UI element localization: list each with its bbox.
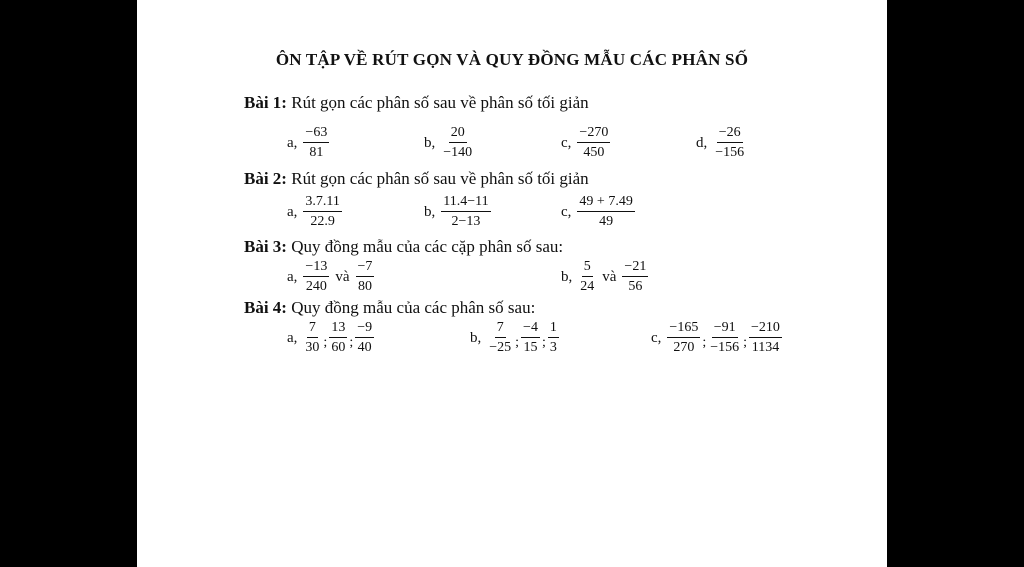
denominator: −156	[715, 145, 745, 160]
exercise-2-item-a	[287, 194, 342, 230]
numerator: −26	[717, 125, 743, 143]
denominator: 80	[357, 279, 372, 294]
item-label: a,	[287, 268, 298, 285]
numerator: 13	[329, 320, 347, 338]
denominator: 1134	[751, 340, 780, 355]
numerator: −63	[303, 125, 329, 143]
numerator: 20	[449, 125, 467, 143]
item-label: c,	[561, 203, 572, 220]
exercise-1-label: Bài 1:	[244, 93, 287, 112]
fraction	[713, 125, 746, 161]
numerator: 49 + 7.49	[577, 194, 634, 212]
denominator: 270	[673, 340, 695, 355]
exercise-4-heading	[244, 298, 535, 318]
item-label: d,	[696, 134, 708, 151]
denominator: 2−13	[451, 214, 481, 229]
item-label: a,	[287, 329, 298, 346]
fraction	[329, 320, 347, 356]
exercise-2-item-c	[561, 194, 635, 230]
numerator: −7	[356, 259, 375, 277]
exercise-2-heading	[244, 169, 589, 189]
exercise-1-text: Rút gọn các phân số sau về phân số tối giản	[291, 93, 589, 112]
separator: ;	[349, 335, 354, 350]
item-label: b,	[424, 203, 436, 220]
exercise-4-item-b	[470, 320, 559, 356]
fraction	[708, 320, 741, 356]
separator: ;	[743, 335, 748, 350]
numerator: −9	[355, 320, 374, 338]
separator: ;	[541, 335, 546, 350]
exercise-4-label: Bài 4:	[244, 298, 287, 317]
fraction	[577, 125, 610, 161]
item-label: c,	[561, 134, 572, 151]
numerator: −210	[749, 320, 782, 338]
fraction	[303, 194, 341, 230]
exercise-3-heading	[244, 237, 563, 257]
numerator: −21	[622, 259, 648, 277]
denominator: −156	[710, 340, 740, 355]
denominator: 81	[309, 145, 324, 160]
numerator: 11.4−11	[441, 194, 490, 212]
exercise-1-item-c	[561, 125, 610, 161]
numerator: 5	[582, 259, 593, 277]
fraction	[548, 320, 559, 356]
exercise-3-item-a	[287, 259, 374, 295]
exercise-3-item-b	[561, 259, 648, 295]
fraction	[303, 125, 329, 161]
fraction	[577, 194, 634, 230]
fraction	[622, 259, 648, 295]
denominator: 40	[357, 340, 372, 355]
fraction	[355, 320, 374, 356]
denominator: 24	[580, 279, 595, 294]
numerator: 1	[548, 320, 559, 338]
fraction	[578, 259, 596, 295]
denominator: 450	[583, 145, 605, 160]
exercise-1-item-d	[696, 125, 746, 161]
fraction	[521, 320, 540, 356]
denominator: 30	[305, 340, 320, 355]
item-label: a,	[287, 203, 298, 220]
exercise-2-text: Rút gọn các phân số sau về phân số tối giản	[291, 169, 589, 188]
exercise-3-text: Quy đồng mẫu của các cặp phân số sau:	[291, 237, 564, 256]
fraction	[303, 320, 321, 356]
fraction	[303, 259, 329, 295]
exercise-2-label: Bài 2:	[244, 169, 287, 188]
denominator: 22.9	[310, 214, 335, 229]
denominator: 240	[305, 279, 327, 294]
numerator: −13	[303, 259, 329, 277]
fraction	[667, 320, 700, 356]
document-page	[137, 0, 887, 567]
exercise-1-item-b	[424, 125, 474, 161]
item-label: c,	[651, 329, 662, 346]
numerator: 7	[495, 320, 506, 338]
fraction	[441, 125, 474, 161]
exercise-4-item-a	[287, 320, 374, 356]
fraction	[749, 320, 782, 356]
denominator: 49	[599, 214, 614, 229]
separator: ;	[515, 335, 520, 350]
exercise-1-item-a	[287, 125, 329, 161]
numerator: 3.7.11	[303, 194, 341, 212]
numerator: −165	[667, 320, 700, 338]
exercise-3-label: Bài 3:	[244, 237, 287, 256]
conjunction: và	[335, 268, 350, 285]
item-label: b,	[470, 329, 482, 346]
conjunction: và	[602, 268, 617, 285]
separator: ;	[702, 335, 707, 350]
exercise-4-text: Quy đồng mẫu của các phân số sau:	[291, 298, 536, 317]
separator: ;	[323, 335, 328, 350]
denominator: 56	[628, 279, 643, 294]
denominator: 3	[549, 340, 557, 355]
item-label: a,	[287, 134, 298, 151]
fraction	[441, 194, 490, 230]
numerator: 7	[307, 320, 318, 338]
exercise-2-item-b	[424, 194, 491, 230]
denominator: −25	[489, 340, 512, 355]
item-label: b,	[561, 268, 573, 285]
denominator: 15	[523, 340, 538, 355]
item-label: b,	[424, 134, 436, 151]
fraction	[356, 259, 375, 295]
document-title: ÔN TẬP VỀ RÚT GỌN VÀ QUY ĐỒNG MẪU CÁC PHÂN SỐ	[275, 50, 749, 69]
numerator: −91	[712, 320, 738, 338]
denominator: 60	[331, 340, 346, 355]
numerator: −270	[577, 125, 610, 143]
numerator: −4	[521, 320, 540, 338]
fraction	[487, 320, 513, 356]
exercise-4-item-c	[651, 320, 782, 356]
exercise-1-heading	[244, 93, 589, 113]
denominator: −140	[443, 145, 473, 160]
